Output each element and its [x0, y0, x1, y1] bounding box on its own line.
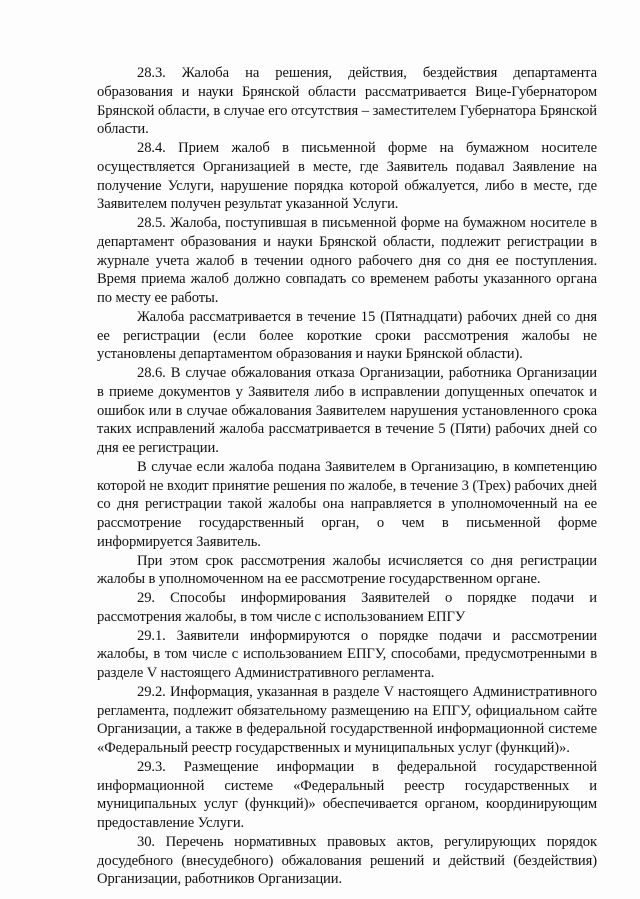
paragraph-28-4: 28.4. Прием жалоб в письменной форме на бумажном носителе осуществляется Организацией в месте, где Заявитель подавал Заявление на получение Услуги, нарушение порядка которой обжалуется, либо в месте, где Заявителем получен результат указанной Услуги.: [97, 140, 597, 213]
paragraph-30: 30. Перечень нормативных правовых актов, регулирующих порядок досудебного (внесудебного) обжалования решений и действий (бездействия) Организации, работников Организации.: [97, 833, 597, 888]
paragraph-28-5-term: Жалоба рассматривается в течение 15 (Пятнадцати) рабочих дней со дня ее регистрации (если более короткие сроки рассмотрения жалобы не установлены департаментом образования и науки Брянской области).: [97, 308, 597, 363]
paragraph-28-6-term: При этом срок рассмотрения жалобы исчисляется со дня регистрации жалобы в уполномоченном на ее рассмотрение государственном органе.: [97, 552, 597, 588]
paragraph-29-3: 29.3. Размещение информации в федеральной государственной информационной системе «Федеральный реестр государственных и муниципальных услуг (функций)» обеспечивается органом, координирующим предоставление Услуги.: [97, 758, 597, 831]
paragraph-29-1: 29.1. Заявители информируются о порядке подачи и рассмотрении жалобы, в том числе с использованием ЕПГУ, способами, предусмотренными в разделе V настоящего Административного регламента.: [97, 627, 597, 681]
document-body: [97, 64, 597, 889]
paragraph-28-3: 28.3. Жалоба на решения, действия, бездействия департамента образования и науки Брянской области рассматривается Вице-Губернатором Брянской области, в случае его отсутствия – заместителем Губернатора Брянской области.: [97, 65, 597, 138]
paragraph-29: 29. Способы информирования Заявителей о порядке подачи и рассмотрения жалобы, в том числе с использованием ЕПГУ: [97, 590, 597, 625]
paragraph-28-5: 28.5. Жалоба, поступившая в письменной форме на бумажном носителе в департамент образования и науки Брянской области, подлежит регистрации в журнале учета жалоб в течении одного рабочего дня со дня ее поступления. Время приема жалоб должно совпадать со временем работы указанного органа по месту ее работы.: [97, 215, 597, 306]
paragraph-28-6-redirect: В случае если жалоба подана Заявителем в Организацию, в компетенцию которой не входит принятие решения по жалобе, в течение 3 (Трех) рабочих дней со дня регистрации такой жалобы она направляется в уполномоченный на ее рассмотрение государственный орган, о чем в письменной форме информируется Заявитель.: [97, 458, 597, 550]
paragraph-29-2: 29.2. Информация, указанная в разделе V настоящего Административного регламента, подлежит обязательному размещению на ЕПГУ, официальном сайте Организации, а также в федеральной государственной информационной системе «Федеральный реестр государственных и муниципальных услуг (функций)».: [97, 683, 597, 756]
paragraph-28-6: 28.6. В случае обжалования отказа Организации, работника Организации в приеме документов у Заявителя либо в исправлении допущенных опечаток и ошибок или в случае обжалования Заявителем нарушения установленного срока таких исправлений жалоба рассматривается в течение 5 (Пяти) рабочих дней со дня ее регистрации.: [97, 365, 597, 456]
